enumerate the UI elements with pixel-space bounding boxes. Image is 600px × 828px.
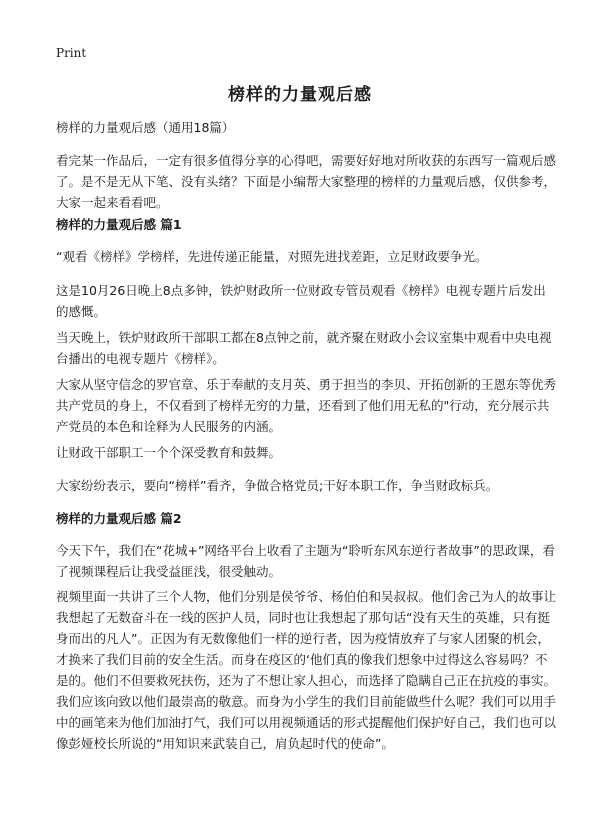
page-title: 榜样的力量观后感 (228, 85, 372, 105)
section1-paragraph-2: 这是10月26日晚上8点多钟，铁炉财政所一位财政专管员观看《榜样》电视专题片后发出的感慨。 (56, 283, 546, 319)
section1-paragraph-4: 大家从坚守信念的罗官章、乐于奉献的支月英、勇于担当的李贝、开拓创新的王恩东等优秀共产党员的身上，不仅看到了榜样无穷的力量，还看到了他们用无私的"行动，充分展示共产党员的本色和诠释为人民服务的内涵。 (56, 377, 557, 434)
section2-paragraph-1: 今天下午，我们在“花城+”网络平台上收看了主题为“聆听东风东逆行者故事”的思政课，看了视频课程后让我受益匪浅，很受触动。 (56, 543, 555, 579)
section1-paragraph-6: 大家纷纷表示，要向“榜样”看齐，争做合格党员;干好本职工作，争当财政标兵。 (56, 478, 499, 493)
section1-paragraph-3: 当天晚上，铁炉财政所干部职工都在8点钟之前，就齐聚在财政小会议室集中观看中央电视台播出的电视专题片《榜样》。 (56, 330, 552, 366)
intro-paragraph: 看完某一作品后，一定有很多值得分享的心得吧，需要好好地对所收获的东西写一篇观后感了。是不是无从下笔、没有头绪？下面是小编帮大家整理的榜样的力量观后感，仅供参考，大家一起来看看吧。 (56, 153, 557, 210)
section1-paragraph-1: “观看《榜样》学榜样，先进传递正能量，对照先进找差距，立足财政要争光。 (56, 249, 488, 264)
section2-paragraph-2: 视频里面一共讲了三个人物，他们分别是侯爷爷、杨伯伯和吴叔叔。他们舍己为人的故事让我想起了无数奋斗在一线的医护人员，同时也让我想起了那句话“没有天生的英雄，只有挺身而出的凡人”。正因为有无数像他们一样的逆行者，因为疫情放弃了与家人团聚的机会，才换来了我们目前的安全生活。而身在疫区的‘他们真的像我们想象中过得这么容易吗？不是的。他们不但要救死扶伤，还为了不想让家人担心，而选择了隐瞒自己正在抗疫的事实。我们应该向致以他们最崇高的敬意。而身为小学生的我们目前能做些什么呢？我们可以用手中的画笔来为他们加油打气，我们可以用视频通话的形式提醒他们保护好自己，我们也可以像彭娅校长所说的“用知识来武装自己，肩负起时代的使命”。 (56, 589, 557, 751)
section1-paragraph-5: 让财政干部职工一个个深受教育和鼓舞。 (56, 445, 282, 460)
section-heading-1: 榜样的力量观后感 篇1 (56, 217, 182, 232)
document-subtitle: 榜样的力量观后感（通用18篇） (56, 120, 235, 135)
print-label[interactable]: Print (56, 46, 87, 60)
section-heading-2: 榜样的力量观后感 篇2 (56, 511, 182, 526)
